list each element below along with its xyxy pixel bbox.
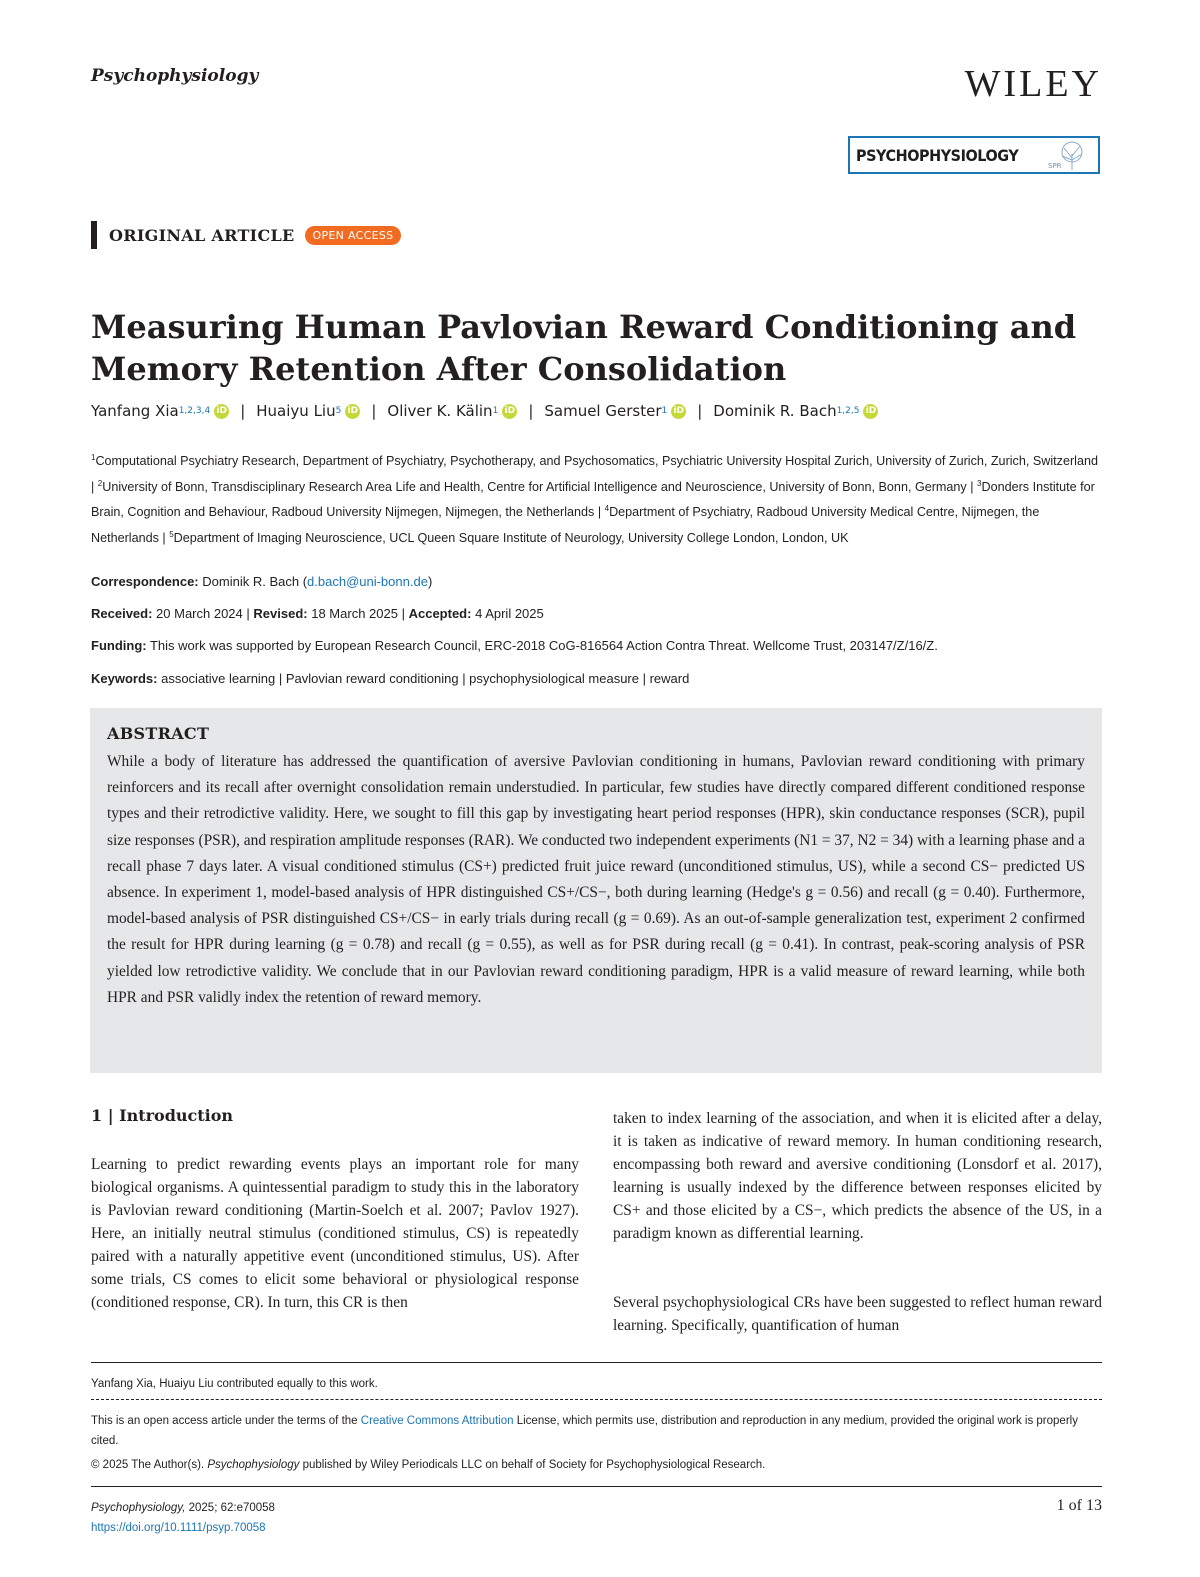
affiliations: $^1$Computational Psychiatry Research, Department of Psychiatry, Psychotherapy, and Psychosomatics, Psychiatric University Hospital Zurich, University of Zurich, Zurich, Switzerland | $^2$University of Bonn, Transdisciplinary Research Area Life and Health, Centre for Artificial Intelligence and Neuroscience, University of Bonn, Bonn, Germany | $^3$Donders Institute for Brain, Cognition and Behaviour, Radboud University Nijmegen, Nijmegen, the Netherlands | $^4$Department of Psychiatry, Radboud University Medical Centre, Nijmegen, the Netherlands | $^5$Department of Imaging Neuroscience, UCL Queen Square Institute of Neurology, University College London, London, UK [91, 453, 1098, 546]
journal-name: Psychophysiology [91, 66, 259, 86]
received-label: Received: [91, 606, 153, 621]
affiliation: Donders Institute for Brain, Cognition and Behaviour, Radboud University Nijmegen, Nijmegen, the Netherlands [91, 479, 1095, 520]
author-separator: | [371, 402, 377, 420]
equal-contribution-note: Yanfang Xia, Huaiyu Liu contributed equally to this work. [91, 1378, 378, 1390]
correspondence-label: Correspondence: [91, 574, 199, 589]
copyright-post: published by Wiley Periodicals LLC on behalf of Society for Psychophysiological Research. [302, 1459, 766, 1471]
copyright-journal: Psychophysiology [207, 1459, 300, 1471]
footer-rule [91, 1486, 1102, 1487]
doi-link[interactable]: https://doi.org/10.1111/psyp.70058 [91, 1522, 266, 1534]
journal-logo-text: PSYCHOPHYSIOLOGY [856, 145, 1019, 165]
received-date: 20 March 2024 [156, 606, 243, 621]
accepted-label: Accepted: [408, 606, 472, 621]
affiliation: Computational Psychiatry Research, Department of Psychiatry, Psychotherapy, and Psychosomatics, Psychiatric University Hospital Zurich, University of Zurich, Zurich, Switzerland [95, 454, 1098, 469]
author-separator: | [240, 402, 246, 420]
orcid-icon[interactable]: iD [863, 404, 878, 419]
article-type [91, 221, 401, 249]
citation-footer [91, 1498, 275, 1538]
license-note [91, 1411, 1102, 1451]
affil-sup: 1 [91, 453, 96, 462]
revised-label: Revised: [253, 606, 308, 621]
orcid-icon[interactable]: iD [345, 404, 360, 419]
section-heading: 1 | Introduction [91, 1106, 234, 1125]
author-name[interactable]: Yanfang Xia [91, 402, 179, 420]
page-number: 1 of 13 [1056, 1497, 1102, 1514]
author-affil-sup: 1 [661, 406, 668, 416]
affil-sup: 3 [977, 478, 982, 488]
article-type-label: ORIGINAL ARTICLE [109, 225, 295, 245]
author-list [91, 402, 878, 420]
correspondence: Correspondence: Dominik R. Bach (d.bach@uni-bonn.de) [91, 574, 433, 589]
author-affil-sup: 1,2,5 [836, 406, 860, 416]
body-paragraph: Several psychophysiological CRs have been suggested to reflect human reward learning. Specifically, quantification of human [613, 1294, 1102, 1334]
accepted-date: 4 April 2025 [475, 606, 544, 621]
correspondence-email-link[interactable]: d.bach@uni-bonn.de [307, 574, 428, 589]
affiliation: Department of Imaging Neuroscience, UCL Queen Square Institute of Neurology, University College London, London, UK [173, 531, 849, 546]
publisher-logo: WILEY [964, 63, 1102, 105]
author-separator: | [528, 402, 534, 420]
cc-license-link[interactable]: Creative Commons Attribution [360, 1415, 514, 1427]
correspondence-name: Dominik R. Bach [202, 574, 300, 589]
author-name[interactable]: Samuel Gerster [544, 402, 662, 420]
tree-icon [1042, 140, 1090, 172]
body-paragraph: taken to index learning of the association, and when it is elicited after a delay, it is taken as indicative of reward memory. In human conditioning research, encompassing both reward and aversive conditioning (Lonsdorf et al. 2017), learning is usually indexed by the difference between responses elicited by CS+ and those elicited by a CS−, which predicts the absence of the US, in a paradigm known as differential learning. [613, 1110, 1102, 1242]
keywords-text: associative learning | Pavlovian reward conditioning | psychophysiological measure | reward [161, 671, 690, 686]
copyright-note [91, 1455, 765, 1475]
journal-logo [848, 136, 1100, 174]
abstract-text: While a body of literature has addressed the quantification of aversive Pavlovian conditioning in humans, Pavlovian reward conditioning with primary reinforcers and its recall after overnight consolidation remain understudied. In particular, few studies have directly compared different conditioned response types and their retrodictive validity. Here, we sought to fill this gap by investigating heart period responses (HPR), skin conductance responses (SCR), pupil size responses (PSR), and respiration amplitude responses (RAR). We conducted two independent experiments (N1 = 37, N2 = 34) with a learning phase and a recall phase 7 days later. A visual conditioned stimulus (CS+) predicted fruit juice reward (unconditioned stimulus, US), while a second CS− predicted US absence. In experiment 1, model-based analysis of HPR distinguished CS+/CS−, both during learning (Hedge's g = 0.56) and recall (g = 0.40). Furthermore, model-based analysis of PSR distinguished CS+/CS− in early trials during recall (g = 0.69). As an out-of-sample generalization test, experiment 2 confirmed the result for HPR during learning (g = 0.78) and recall (g = 0.55), as well as for PSR during recall (g = 0.41). In contrast, peak-scoring analysis of PSR yielded low retrodictive validity. We conclude that in our Pavlovian reward conditioning paradigm, HPR is a valid measure of reward learning, while both HPR and PSR validly index the retention of reward memory. [107, 753, 1085, 1006]
orcid-icon[interactable]: iD [214, 404, 229, 419]
affil-sup: 2 [97, 478, 103, 488]
revised-date: 18 March 2025 [311, 606, 398, 621]
citation-volume: 2025; 62:e70058 [188, 1502, 275, 1514]
license-text-pre: This is an open access article under the terms of the [91, 1415, 358, 1427]
author-affil-sup: 5 [335, 406, 342, 416]
funding [91, 638, 938, 653]
dates: Received: 20 March 2024 | Revised: 18 March 2025 | Accepted: 4 April 2025 [91, 606, 544, 621]
orcid-icon[interactable]: iD [502, 404, 517, 419]
open-access-badge: OPEN ACCESS [305, 226, 402, 245]
keywords-label: Keywords: [91, 671, 158, 686]
abstract-heading: ABSTRACT [107, 724, 210, 743]
article-title: Measuring Human Pavlovian Reward Conditioning and Memory Retention After Consolidation [91, 308, 1077, 388]
funding-label: Funding: [91, 638, 147, 653]
funding-text: This work was supported by European Research Council, ERC-2018 CoG-816564 Action Contra Threat. Wellcome Trust, 203147/Z/16/Z. [149, 638, 938, 653]
article-type-bar [91, 221, 97, 249]
copyright-pre: © 2025 The Author(s). [91, 1459, 205, 1471]
author-affil-sup: 1,2,3,4 [178, 406, 211, 416]
body-paragraph: Learning to predict rewarding events plays an important role for many biological organisms. A quintessential paradigm to study this in the laboratory is Pavlovian reward conditioning (Martin-Soelch et al. 2007; Pavlov 1927). Here, an initially neutral stimulus (conditioned stimulus, CS) is repeatedly paired with a naturally appetitive event (unconditioned stimulus, US). After some trials, CS comes to elicit some behavioral or physiological response (conditioned response, CR). In turn, this CR is then [91, 1156, 579, 1311]
keywords [91, 671, 689, 686]
author-affil-sup: 1 [492, 406, 499, 416]
license-text-post: License, which permits use, distribution and reproduction in any medium, provided the original work is properly cited. [91, 1415, 1078, 1447]
affil-sup: 5 [169, 530, 174, 540]
author-name[interactable]: Dominik R. Bach [713, 402, 837, 420]
author-separator: | [697, 402, 703, 420]
footnote-rule [91, 1362, 1102, 1363]
author-name[interactable]: Huaiyu Liu [256, 402, 336, 420]
affiliation: Department of Psychiatry, Radboud University Medical Centre, Nijmegen, the Netherlands [91, 505, 1040, 546]
logo-sub-text: SPR [1048, 162, 1062, 170]
affil-sup: 4 [604, 504, 610, 514]
citation-journal: Psychophysiology, [91, 1502, 186, 1514]
affiliation: University of Bonn, Transdisciplinary Research Area Life and Health, Centre for Artificial Intelligence and Neuroscience, University of Bonn, Bonn, Germany [102, 479, 967, 494]
footnote-divider [91, 1399, 1102, 1400]
author-name[interactable]: Oliver K. Kälin [387, 402, 493, 420]
orcid-icon[interactable]: iD [671, 404, 686, 419]
